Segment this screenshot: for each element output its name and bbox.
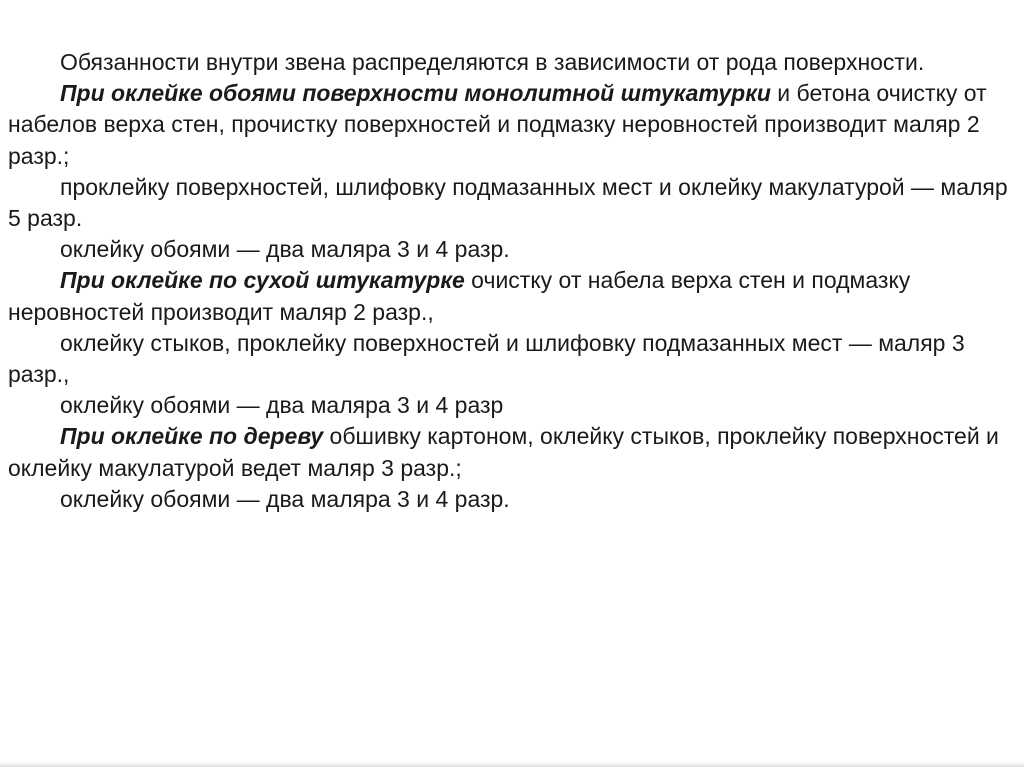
paragraph-lead: При оклейке обоями поверхности монолитной штукатурки xyxy=(60,80,771,107)
paragraph-text: оклейку обоями — два маляра 3 и 4 разр. xyxy=(60,485,510,512)
paragraph-wallpapering-2 xyxy=(8,390,1018,421)
paragraph-wood xyxy=(8,421,1018,483)
paragraph-text: оклейку стыков, проклейку поверхностей и шлифовку подмазанных мест — маляр 3 разр., xyxy=(8,329,965,388)
paragraph-joints-sizing xyxy=(8,328,1018,390)
paragraph-lead: При оклейке по сухой штукатурке xyxy=(60,267,465,294)
paragraph-text: оклейку обоями — два маляра 3 и 4 разр xyxy=(60,392,504,419)
paragraph-intro xyxy=(8,47,1018,78)
paragraph-dry-plaster xyxy=(8,265,1018,327)
paragraph-wallpapering-3 xyxy=(8,484,1018,515)
paragraph-text: проклейку поверхностей, шлифовку подмазанных мест и оклейку макулатурой — маляр 5 разр. xyxy=(8,173,1008,232)
paragraph-text: и бетона очистку от набелов верха стен, прочистку поверхностей и подмазку неровностей производит маляр 2 разр.; xyxy=(8,80,987,169)
paragraph-lead: При оклейке по дереву xyxy=(60,423,324,450)
paragraph-sizing-grinding xyxy=(8,172,1018,234)
paragraph-text: Обязанности внутри звена распределяются в зависимости от рода поверхности. xyxy=(60,49,925,75)
paragraph-monolithic-plaster xyxy=(8,78,1018,172)
paragraph-text: очистку от набела верха стен и подмазку неровностей производит маляр 2 разр., xyxy=(8,267,911,325)
text-body xyxy=(8,47,1018,515)
paragraph-text: обшивку картоном, оклейку стыков, проклейку поверхностей и оклейку макулатурой ведет маляр 3 разр.; xyxy=(8,423,999,481)
paragraph-text: оклейку обоями — два маляра 3 и 4 разр. xyxy=(60,236,510,263)
slide-bottom-edge xyxy=(0,762,1024,767)
paragraph-wallpapering-1 xyxy=(8,234,1018,265)
